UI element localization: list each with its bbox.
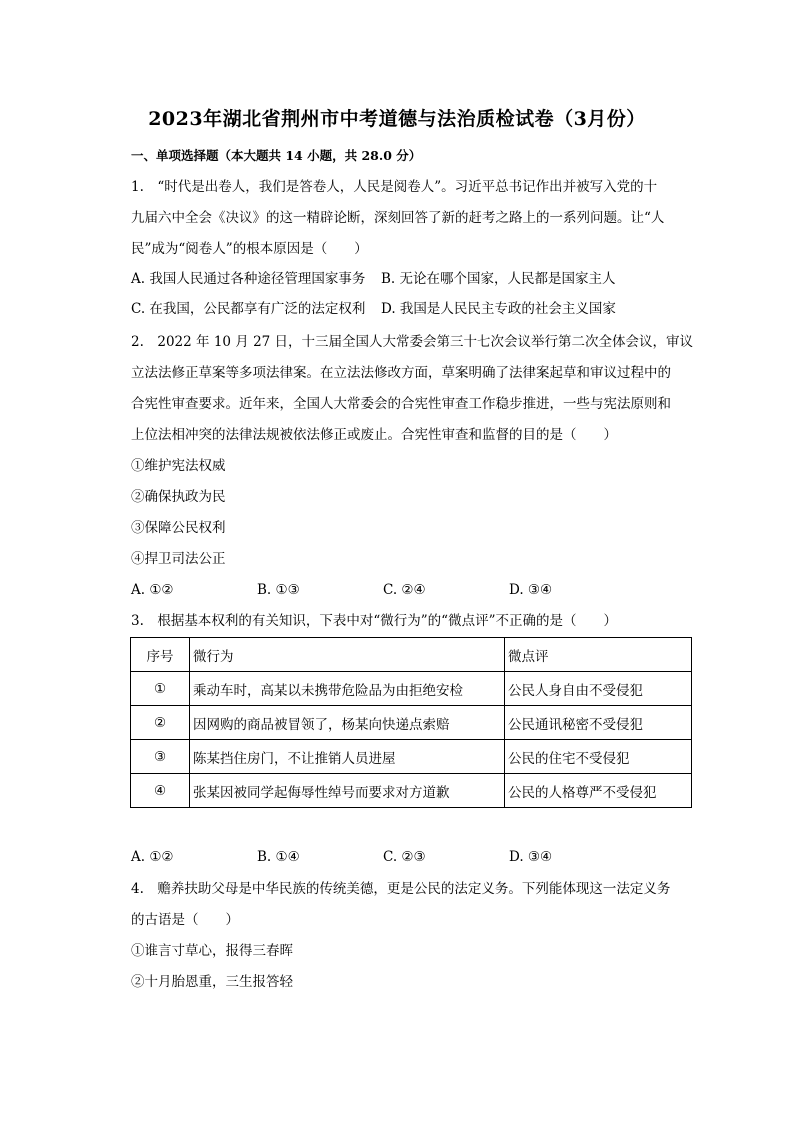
q2-option-b: B. ①③ — [257, 582, 300, 598]
row-comment: 公民通讯秘密不受侵犯 — [505, 706, 692, 740]
row-comment: 公民的人格尊严不受侵犯 — [505, 774, 692, 808]
table-row — [131, 740, 692, 774]
row-number: ① — [131, 672, 190, 706]
q4-stem-line-1: 4. 赡养扶助父母是中华民族的传统美德，更是公民的法定义务。下列能体现这一法定义务 — [131, 881, 671, 897]
row-number: ③ — [131, 740, 190, 774]
q4-item-1: ①谁言寸草心，报得三春晖 — [131, 943, 293, 959]
header-behavior: 微行为 — [190, 638, 505, 672]
q2-stem-line-4: 上位法相冲突的法律法规被依法修正或废止。合宪性审查和监督的目的是（ ） — [131, 427, 617, 443]
q1-stem-line-3: 民”成为“阅卷人”的根本原因是（ ） — [131, 241, 368, 257]
q3-option-d: D. ③④ — [509, 849, 553, 865]
table-row — [131, 672, 692, 706]
q3-table — [130, 637, 692, 808]
q3-option-c: C. ②③ — [383, 849, 426, 865]
q1-stem-line-2: 九届六中全会《决议》的这一精辟论断，深刻回答了新的赶考之路上的一系列问题。让“人 — [131, 210, 665, 226]
q2-stem-line-2: 立法法修正草案等多项法律案。在立法法修改方面，草案明确了法律案起草和审议过程中的 — [131, 365, 671, 381]
q2-option-d: D. ③④ — [509, 582, 553, 598]
q2-option-a: A. ①② — [131, 582, 174, 598]
row-behavior: 陈某挡住房门，不让推销人员进屋 — [190, 740, 505, 774]
q2-item-2: ②确保执政为民 — [131, 489, 226, 505]
q2-stem-line-1: 2. 2022 年 10 月 27 日，十三届全国人大常委会第三十七次会议举行第二次全体会议，审议 — [131, 334, 694, 350]
table-header-row — [131, 638, 692, 672]
q1-stem-line-1: 1. “时代是出卷人，我们是答卷人，人民是阅卷人”。习近平总书记作出并被写入党的十 — [131, 179, 658, 195]
row-comment: 公民的住宅不受侵犯 — [505, 740, 692, 774]
table-row — [131, 706, 692, 740]
q1-option-c: C. 在我国，公民都享有广泛的法定权利 — [131, 301, 366, 317]
row-behavior: 因网购的商品被冒领了，杨某向快递点索赔 — [190, 706, 505, 740]
row-number: ② — [131, 706, 190, 740]
q2-item-4: ④捍卫司法公正 — [131, 551, 226, 567]
q2-stem-line-3: 合宪性审查要求。近年来，全国人大常委会的合宪性审查工作稳步推进，一些与宪法原则和 — [131, 396, 671, 412]
q3-option-a: A. ①② — [131, 849, 174, 865]
row-behavior: 张某因被同学起侮辱性绰号而要求对方道歉 — [190, 774, 505, 808]
q1-option-d: D. 我国是人民民主专政的社会主义国家 — [381, 301, 616, 317]
row-comment: 公民人身自由不受侵犯 — [505, 672, 692, 706]
section-heading: 一、单项选择题（本大题共 14 小题，共 28.0 分） — [131, 148, 422, 163]
q2-item-3: ③保障公民权利 — [131, 520, 226, 536]
q3-stem: 3. 根据基本权利的有关知识，下表中对“微行为”的“微点评”不正确的是（ ） — [131, 613, 617, 629]
q3-option-b: B. ①④ — [257, 849, 300, 865]
q1-option-a: A. 我国人民通过各种途径管理国家事务 — [131, 271, 366, 287]
table-row — [131, 774, 692, 808]
row-number: ④ — [131, 774, 190, 808]
header-comment: 微点评 — [505, 638, 692, 672]
q2-option-c: C. ②④ — [383, 582, 426, 598]
row-behavior: 乘动车时，高某以未携带危险品为由拒绝安检 — [190, 672, 505, 706]
q4-item-2: ②十月胎恩重，三生报答轻 — [131, 974, 293, 990]
q2-item-1: ①维护宪法权威 — [131, 458, 226, 474]
q1-option-b: B. 无论在哪个国家，人民都是国家主人 — [381, 271, 616, 287]
q4-stem-line-2: 的古语是（ ） — [131, 912, 239, 928]
exam-title: 2023年湖北省荆州市中考道德与法治质检试卷（3月份） — [148, 108, 646, 130]
header-number: 序号 — [131, 638, 190, 672]
